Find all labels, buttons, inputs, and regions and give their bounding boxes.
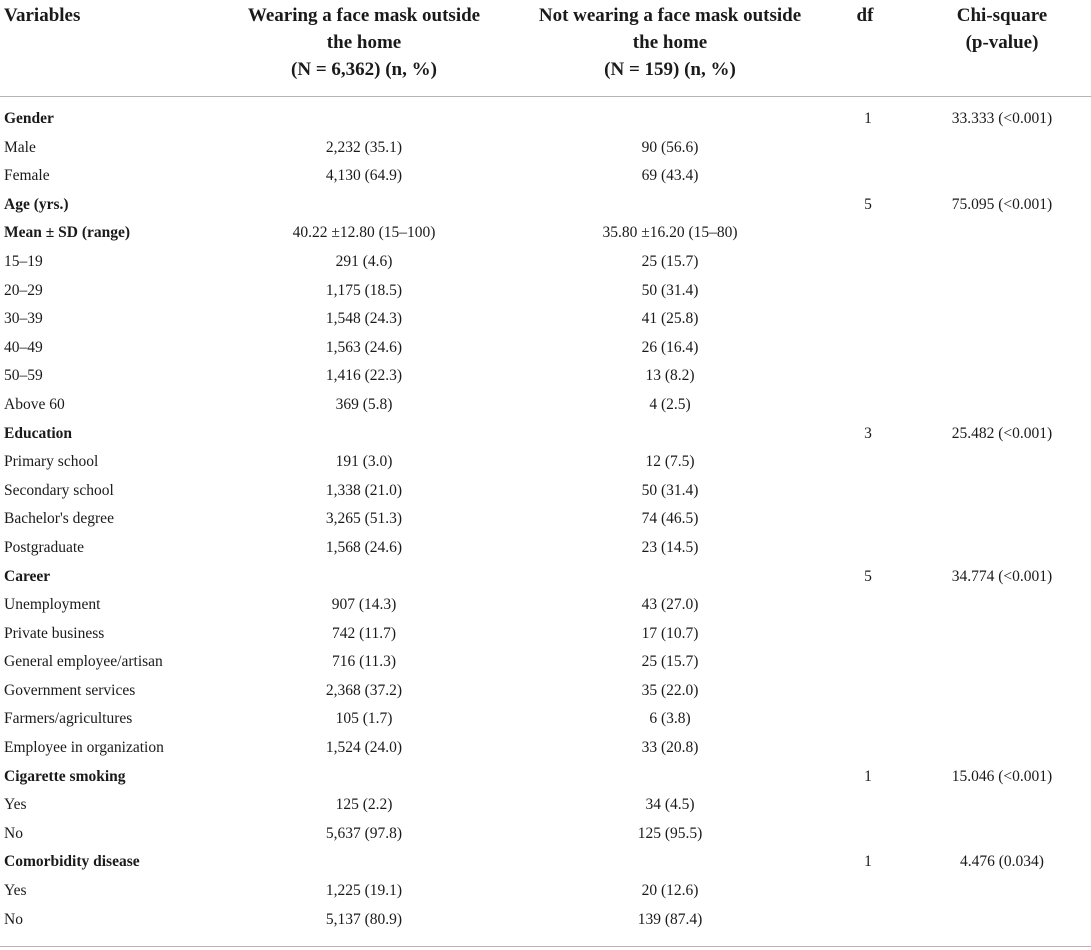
cell-not-wearing: 23 (14.5) [641,538,699,556]
cell-df: 3 [864,424,872,442]
table-row [0,334,1091,363]
row-label: 30–39 [4,310,43,328]
header-wearing-line3: (N = 6,362) (n, %) [291,59,437,80]
cell-df: 1 [864,853,872,871]
header-variables-label: Variables [4,5,81,26]
cell-not-wearing: 50 (31.4) [641,481,699,499]
table-row [0,906,1091,935]
row-label: Secondary school [4,481,114,499]
header-df [830,2,900,29]
header-chi-line2: (p-value) [965,32,1039,53]
row-label: 20–29 [4,281,43,299]
table-section-row [0,219,1091,248]
row-label: 15–19 [4,252,43,270]
cell-chi-square: 15.046 (<0.001) [951,767,1053,785]
cell-wearing: 5,637 (97.8) [325,824,403,842]
row-label: Unemployment [4,596,101,614]
cell-wearing: 1,175 (18.5) [325,281,403,299]
cell-wearing: 5,137 (80.9) [325,910,403,928]
table-row [0,134,1091,163]
table-row [0,505,1091,534]
table-section-row [0,420,1091,449]
cell-wearing: 907 (14.3) [331,596,397,614]
header-not-wearing-line3: (N = 159) (n, %) [604,59,736,80]
cell-not-wearing: 17 (10.7) [641,624,699,642]
row-label: Postgraduate [4,538,85,556]
cell-chi-square: 75.095 (<0.001) [951,195,1053,213]
row-label: Age (yrs.) [4,195,69,213]
row-label: Yes [4,882,27,900]
row-label: General employee/artisan [4,653,163,671]
header-not-wearing-line1: Not wearing a face mask outside [538,5,802,26]
row-label: 40–49 [4,338,43,356]
cell-not-wearing: 25 (15.7) [641,653,699,671]
header-not-wearing-line2: the home [632,32,708,53]
cell-chi-square: 4.476 (0.034) [960,853,1044,871]
cell-df: 1 [864,767,872,785]
cell-wearing: 1,225 (19.1) [325,882,403,900]
table-header [0,0,1091,97]
table-row [0,362,1091,391]
table-row [0,705,1091,734]
table-section-row [0,848,1091,877]
cell-chi-square: 34.774 (<0.001) [951,567,1053,585]
row-label: Primary school [4,453,99,471]
cell-wearing: 40.22 ±12.80 (15–100) [292,224,436,242]
table-row [0,305,1091,334]
cell-wearing: 369 (5.8) [335,395,393,413]
cell-not-wearing: 125 (95.5) [637,824,703,842]
header-variables [4,2,80,29]
cell-not-wearing: 13 (8.2) [645,367,695,385]
cell-not-wearing: 43 (27.0) [641,596,699,614]
cell-wearing: 716 (11.3) [332,653,396,671]
table-body [0,105,1091,934]
row-label: Male [4,138,36,156]
cell-wearing: 291 (4.6) [335,252,393,270]
table-row [0,648,1091,677]
table-row [0,391,1091,420]
cell-wearing: 1,568 (24.6) [325,538,403,556]
row-label: Comorbidity disease [4,853,140,871]
cell-wearing: 1,416 (22.3) [325,367,403,385]
cell-not-wearing: 41 (25.8) [641,310,699,328]
cell-not-wearing: 139 (87.4) [637,910,703,928]
row-label: Gender [4,110,54,127]
table-row [0,677,1091,706]
row-label: Above 60 [4,395,65,413]
header-df-label: df [856,5,874,26]
row-label: Yes [4,796,27,814]
row-label: No [4,910,23,928]
cell-not-wearing: 69 (43.4) [641,167,699,185]
table-section-row [0,563,1091,592]
cell-wearing: 125 (2.2) [335,796,393,814]
row-label: Career [4,567,51,585]
header-wearing-line1: Wearing a face mask outside [247,5,481,26]
cell-not-wearing: 50 (31.4) [641,281,699,299]
row-label: Farmers/agricultures [4,710,133,728]
table-row [0,477,1091,506]
cell-wearing: 2,368 (37.2) [325,681,403,699]
cell-not-wearing: 34 (4.5) [645,796,695,814]
cell-not-wearing: 74 (46.5) [641,510,699,528]
header-chi-square [920,2,1084,56]
cell-not-wearing: 26 (16.4) [641,338,699,356]
cell-wearing: 191 (3.0) [335,453,393,471]
cell-chi-square: 25.482 (<0.001) [951,424,1053,442]
row-label: Mean ± SD (range) [4,224,131,242]
table-section-row [0,763,1091,792]
table-row [0,877,1091,906]
table-row [0,448,1091,477]
cell-not-wearing: 25 (15.7) [641,252,699,270]
cell-wearing: 1,524 (24.0) [325,739,403,757]
cell-not-wearing: 4 (2.5) [649,395,691,413]
cell-chi-square: 33.333 (<0.001) [951,110,1053,127]
header-wearing [200,2,528,83]
table-row [0,820,1091,849]
row-label: Bachelor's degree [4,510,114,528]
row-label: Female [4,167,50,185]
table-section-row [0,191,1091,220]
table-row [0,162,1091,191]
table-row [0,734,1091,763]
row-label: Cigarette smoking [4,767,126,785]
header-wearing-line2: the home [326,32,402,53]
table-row [0,620,1091,649]
cell-df: 5 [864,567,872,585]
cell-not-wearing: 33 (20.8) [641,739,699,757]
row-label: No [4,824,23,842]
table-row [0,591,1091,620]
table-row [0,791,1091,820]
cell-wearing: 742 (11.7) [332,624,396,642]
row-label: Private business [4,624,105,642]
cell-wearing: 1,548 (24.3) [325,310,403,328]
cell-not-wearing: 12 (7.5) [645,453,695,471]
table-row [0,277,1091,306]
table-section-row [0,105,1091,134]
cell-not-wearing: 35.80 ±16.20 (15–80) [602,224,738,242]
cell-wearing: 2,232 (35.1) [325,138,403,156]
cell-not-wearing: 90 (56.6) [641,138,699,156]
row-label: Government services [4,681,136,699]
cell-wearing: 4,130 (64.9) [325,167,403,185]
cell-df: 5 [864,195,872,213]
row-label: Education [4,424,73,442]
cell-wearing: 3,265 (51.3) [325,510,403,528]
row-label: Employee in organization [4,739,164,757]
cell-wearing: 1,563 (24.6) [325,338,403,356]
cell-df: 1 [864,110,872,127]
cell-wearing: 1,338 (21.0) [325,481,403,499]
cell-not-wearing: 35 (22.0) [641,681,699,699]
table-row [0,248,1091,277]
header-chi-line1: Chi-square [956,5,1048,26]
cell-not-wearing: 6 (3.8) [649,710,691,728]
cell-wearing: 105 (1.7) [335,710,393,728]
table-row [0,534,1091,563]
cell-not-wearing: 20 (12.6) [641,882,699,900]
bottom-rule [0,946,1091,947]
row-label: 50–59 [4,367,43,385]
header-not-wearing [490,2,850,83]
